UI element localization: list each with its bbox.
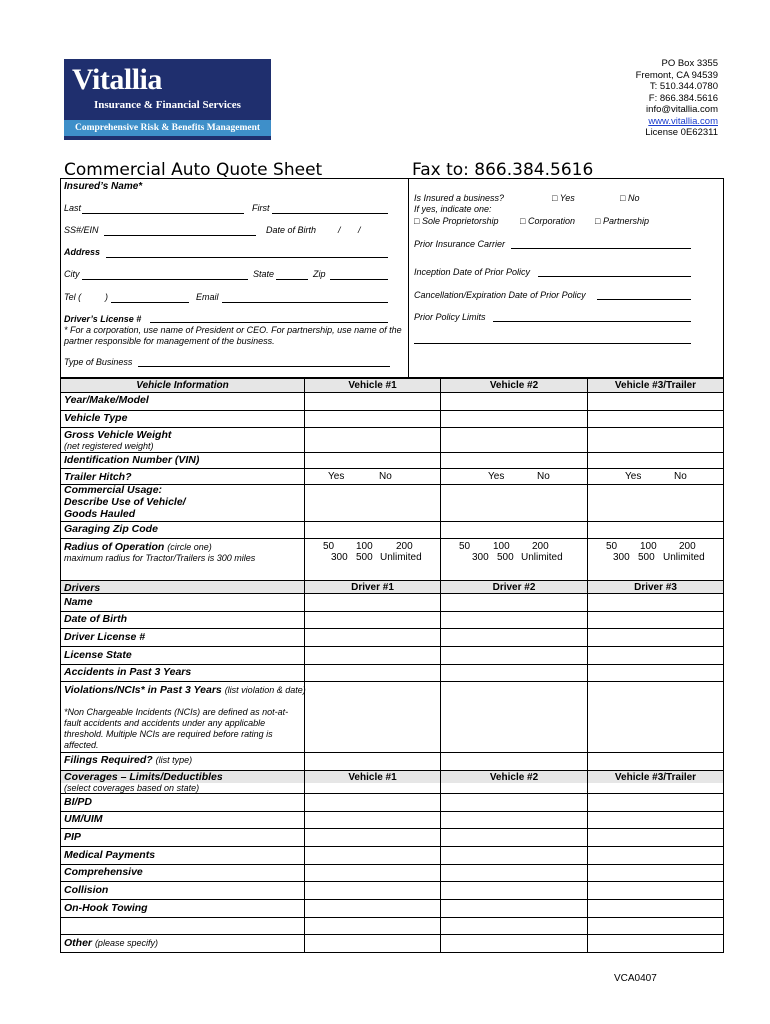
logo-subtitle: Insurance & Financial Services	[94, 99, 241, 111]
umuim-label: UM/UIM	[64, 813, 103, 825]
email-label: Email	[196, 292, 219, 302]
last-field[interactable]	[82, 213, 244, 214]
v2-radius-500[interactable]: 500	[497, 552, 514, 563]
v1-radius-unlimited[interactable]: Unlimited	[380, 552, 422, 563]
row-line	[60, 593, 724, 594]
v2-radius-200[interactable]: 200	[532, 541, 549, 552]
fax: F: 866.384.5616	[648, 92, 718, 104]
cov-vehicle3-header: Vehicle #3/Trailer	[614, 772, 697, 783]
accidents-label: Accidents in Past 3 Years	[64, 666, 192, 678]
v3-hitch-no[interactable]: No	[674, 471, 687, 482]
describe-use-label: Describe Use of Vehicle/	[64, 496, 186, 508]
row-line	[60, 917, 724, 918]
v3-radius-50[interactable]: 50	[606, 541, 618, 552]
on-hook-towing-label: On-Hook Towing	[64, 902, 148, 914]
phone: T: 510.344.0780	[649, 81, 718, 92]
cov-vehicle1-header: Vehicle #1	[348, 772, 397, 783]
checkbox-icon[interactable]: □	[520, 216, 526, 226]
business-type-label: Type of Business	[64, 357, 133, 367]
contact-block	[636, 58, 718, 139]
row-line	[60, 427, 724, 428]
license: License 0E62311	[645, 127, 718, 138]
garaging-zip-label: Garaging Zip Code	[64, 523, 158, 535]
fax-to: Fax to: 866.384.5616	[412, 160, 594, 180]
gross-weight-label: Gross Vehicle Weight	[64, 429, 172, 441]
business-yes[interactable]	[552, 193, 575, 203]
radius-max-note: maximum radius for Tractor/Trailers is 300 miles	[64, 553, 256, 563]
row-line	[60, 410, 724, 411]
address-field[interactable]	[106, 257, 388, 258]
partner-label: Partnership	[602, 216, 649, 226]
form-title: Commercial Auto Quote Sheet	[64, 160, 323, 180]
v3-radius-200[interactable]: 200	[679, 541, 696, 552]
goods-hauled-label: Goods Hauled	[64, 508, 136, 520]
v1-radius-300[interactable]: 300	[331, 552, 348, 563]
form-code: VCA0407	[614, 973, 657, 984]
row-line	[60, 664, 724, 665]
driver3-header: Driver #3	[634, 582, 677, 593]
address-label: Address	[64, 247, 101, 257]
row-line	[60, 521, 724, 522]
v1-hitch-yes[interactable]: Yes	[328, 471, 345, 482]
radius-label-text: Radius of Operation	[64, 541, 165, 553]
violations-label-text: Violations/NCIs* in Past 3 Years	[64, 684, 222, 696]
col-line-2	[440, 378, 441, 953]
no-label: No	[627, 193, 640, 203]
corp-label: Corporation	[527, 216, 575, 226]
sole-option[interactable]	[414, 216, 499, 226]
collision-label: Collision	[64, 884, 109, 896]
row-line	[60, 828, 724, 829]
business-no[interactable]	[620, 193, 639, 203]
license-label: Driver’s License #	[64, 314, 142, 324]
ssn-field[interactable]	[104, 235, 256, 236]
other-note: (please specify)	[94, 938, 158, 948]
drivers-header: Drivers	[64, 582, 101, 594]
company-logo	[64, 59, 271, 140]
limits-label: Prior Policy Limits	[414, 312, 486, 322]
license-state-label: License State	[64, 649, 132, 661]
v2-radius-300[interactable]: 300	[472, 552, 489, 563]
vehicle-info-header: Vehicle Information	[136, 380, 229, 391]
row-line	[60, 811, 724, 812]
vehicle-type-label: Vehicle Type	[64, 412, 128, 424]
row-line	[60, 538, 724, 539]
row-line	[60, 681, 724, 682]
first-label: First	[252, 203, 270, 213]
v3-hitch-yes[interactable]: Yes	[625, 471, 642, 482]
city-label: City	[64, 269, 80, 279]
v2-radius-unlimited[interactable]: Unlimited	[521, 552, 563, 563]
state-label: State	[253, 269, 275, 279]
ssn-label: SS#/EIN	[64, 225, 99, 235]
v3-radius-300[interactable]: 300	[613, 552, 630, 563]
driver-name-label: Name	[64, 596, 93, 608]
driver-dob-label: Date of Birth	[64, 613, 127, 625]
insured-note: * For a corporation, use name of President or CEO. For partnership, use name of the partner responsible for management of the business.	[64, 325, 402, 346]
inception-field[interactable]	[538, 276, 691, 277]
other-label-text: Other	[64, 937, 93, 949]
cov-vehicle2-header: Vehicle #2	[489, 772, 539, 783]
v3-radius-unlimited[interactable]: Unlimited	[663, 552, 705, 563]
row-line	[60, 846, 724, 847]
last-label: Last	[64, 203, 82, 213]
limits-field-2[interactable]	[414, 343, 691, 344]
dob-slash1: /	[338, 225, 341, 235]
row-line	[60, 580, 724, 581]
radius-circle-note: (circle one)	[167, 542, 212, 552]
checkbox-icon[interactable]: □	[595, 216, 601, 226]
filings-label	[64, 754, 192, 766]
logo-brand: Vitallia	[72, 63, 162, 96]
checkbox-icon[interactable]: □	[552, 193, 558, 203]
zip-label: Zip	[313, 269, 326, 279]
dob-slash2: /	[358, 225, 361, 235]
bipd-label: BI/PD	[64, 796, 93, 808]
city-field[interactable]	[82, 279, 248, 280]
comprehensive-label: Comprehensive	[64, 866, 143, 878]
section-divider	[408, 178, 409, 378]
yes-label: Yes	[559, 193, 575, 203]
row-line	[60, 934, 724, 935]
row-line	[60, 628, 724, 629]
row-line	[60, 452, 724, 453]
checkbox-icon[interactable]: □	[414, 216, 420, 226]
cancel-label: Cancellation/Expiration Date of Prior Policy	[414, 290, 586, 300]
row-line	[60, 468, 724, 469]
violations-label	[64, 684, 306, 696]
zip-field[interactable]	[330, 279, 388, 280]
first-field[interactable]	[272, 213, 388, 214]
col-line-1	[304, 378, 305, 953]
v3-radius-100[interactable]: 100	[640, 541, 657, 552]
filings-note: (list type)	[155, 755, 193, 765]
commercial-usage-label: Commercial Usage:	[64, 484, 163, 496]
row-line	[60, 611, 724, 612]
prior-carrier-field[interactable]	[511, 248, 691, 249]
row-line	[60, 646, 724, 647]
radius-label	[64, 541, 212, 553]
email: info@vitallia.com	[646, 104, 718, 115]
v1-radius-200[interactable]: 200	[396, 541, 413, 552]
other-label	[64, 937, 158, 949]
tel-label: Tel (	[64, 292, 82, 302]
po-box: PO Box 3355	[661, 58, 718, 69]
state-field[interactable]	[276, 279, 308, 280]
email-field[interactable]	[222, 302, 388, 303]
insured-name-label: Insured’s Name*	[64, 181, 143, 192]
pip-label: PIP	[64, 831, 81, 843]
trailer-hitch-label: Trailer Hitch?	[64, 471, 132, 483]
business-question: Is Insured a business?	[414, 193, 505, 203]
v1-radius-50[interactable]: 50	[323, 541, 335, 552]
sole-label: Sole Proprietorship	[421, 216, 499, 226]
city-zip: Fremont, CA 94539	[635, 69, 718, 81]
checkbox-icon[interactable]: □	[620, 193, 626, 203]
cancel-field[interactable]	[597, 299, 691, 300]
row-line	[60, 881, 724, 882]
vehicle2-header: Vehicle #2	[489, 380, 539, 391]
year-make-model-label: Year/Make/Model	[64, 394, 149, 406]
driver-license-label: Driver License #	[64, 631, 146, 643]
insured-section	[60, 178, 724, 378]
col-line-3	[587, 378, 588, 953]
dob-label: Date of Birth	[266, 225, 317, 235]
v2-hitch-yes[interactable]: Yes	[488, 471, 505, 482]
website-link[interactable]: www.vitallia.com	[648, 115, 718, 127]
v1-radius-500[interactable]: 500	[356, 552, 373, 563]
v1-radius-100[interactable]: 100	[356, 541, 373, 552]
row-line	[60, 752, 724, 753]
v3-radius-500[interactable]: 500	[638, 552, 655, 563]
limits-field[interactable]	[493, 321, 691, 322]
violations-note: (list violation & date)	[224, 685, 306, 695]
partner-option[interactable]	[595, 216, 649, 226]
nci-note: *Non Chargeable Incidents (NCIs) are defined as not-at-fault accidents and accidents under any applicable threshold. Multiple NCIs are required before rating is affected.	[64, 707, 289, 750]
vehicle1-header: Vehicle #1	[348, 380, 397, 391]
prior-carrier-label: Prior Insurance Carrier	[414, 239, 506, 249]
coverages-note: (select coverages based on state)	[64, 783, 200, 793]
v2-radius-50[interactable]: 50	[459, 541, 471, 552]
coverages-header: Coverages – Limits/Deductibles	[64, 771, 223, 783]
net-weight-note: (net registered weight)	[64, 441, 154, 451]
tel-close: )	[105, 292, 108, 302]
filings-label-text: Filings Required?	[64, 754, 153, 766]
v2-radius-100[interactable]: 100	[493, 541, 510, 552]
row-line	[60, 864, 724, 865]
medical-payments-label: Medical Payments	[64, 849, 156, 861]
vehicle3-header: Vehicle #3/Trailer	[614, 380, 697, 391]
license-field[interactable]	[150, 322, 388, 323]
driver1-header: Driver #1	[351, 582, 394, 593]
v1-hitch-no[interactable]: No	[379, 471, 392, 482]
row-line	[60, 899, 724, 900]
vin-label: Identification Number (VIN)	[64, 454, 200, 466]
tel-field[interactable]	[111, 302, 189, 303]
business-type-field[interactable]	[138, 366, 390, 367]
corp-option[interactable]	[520, 216, 575, 226]
logo-tagline: Comprehensive Risk & Benefits Management	[64, 120, 271, 136]
v2-hitch-no[interactable]: No	[537, 471, 550, 482]
inception-label: Inception Date of Prior Policy	[414, 267, 531, 277]
driver2-header: Driver #2	[492, 582, 536, 593]
indicate-label: If yes, indicate one:	[414, 204, 492, 214]
row-line	[60, 392, 724, 393]
